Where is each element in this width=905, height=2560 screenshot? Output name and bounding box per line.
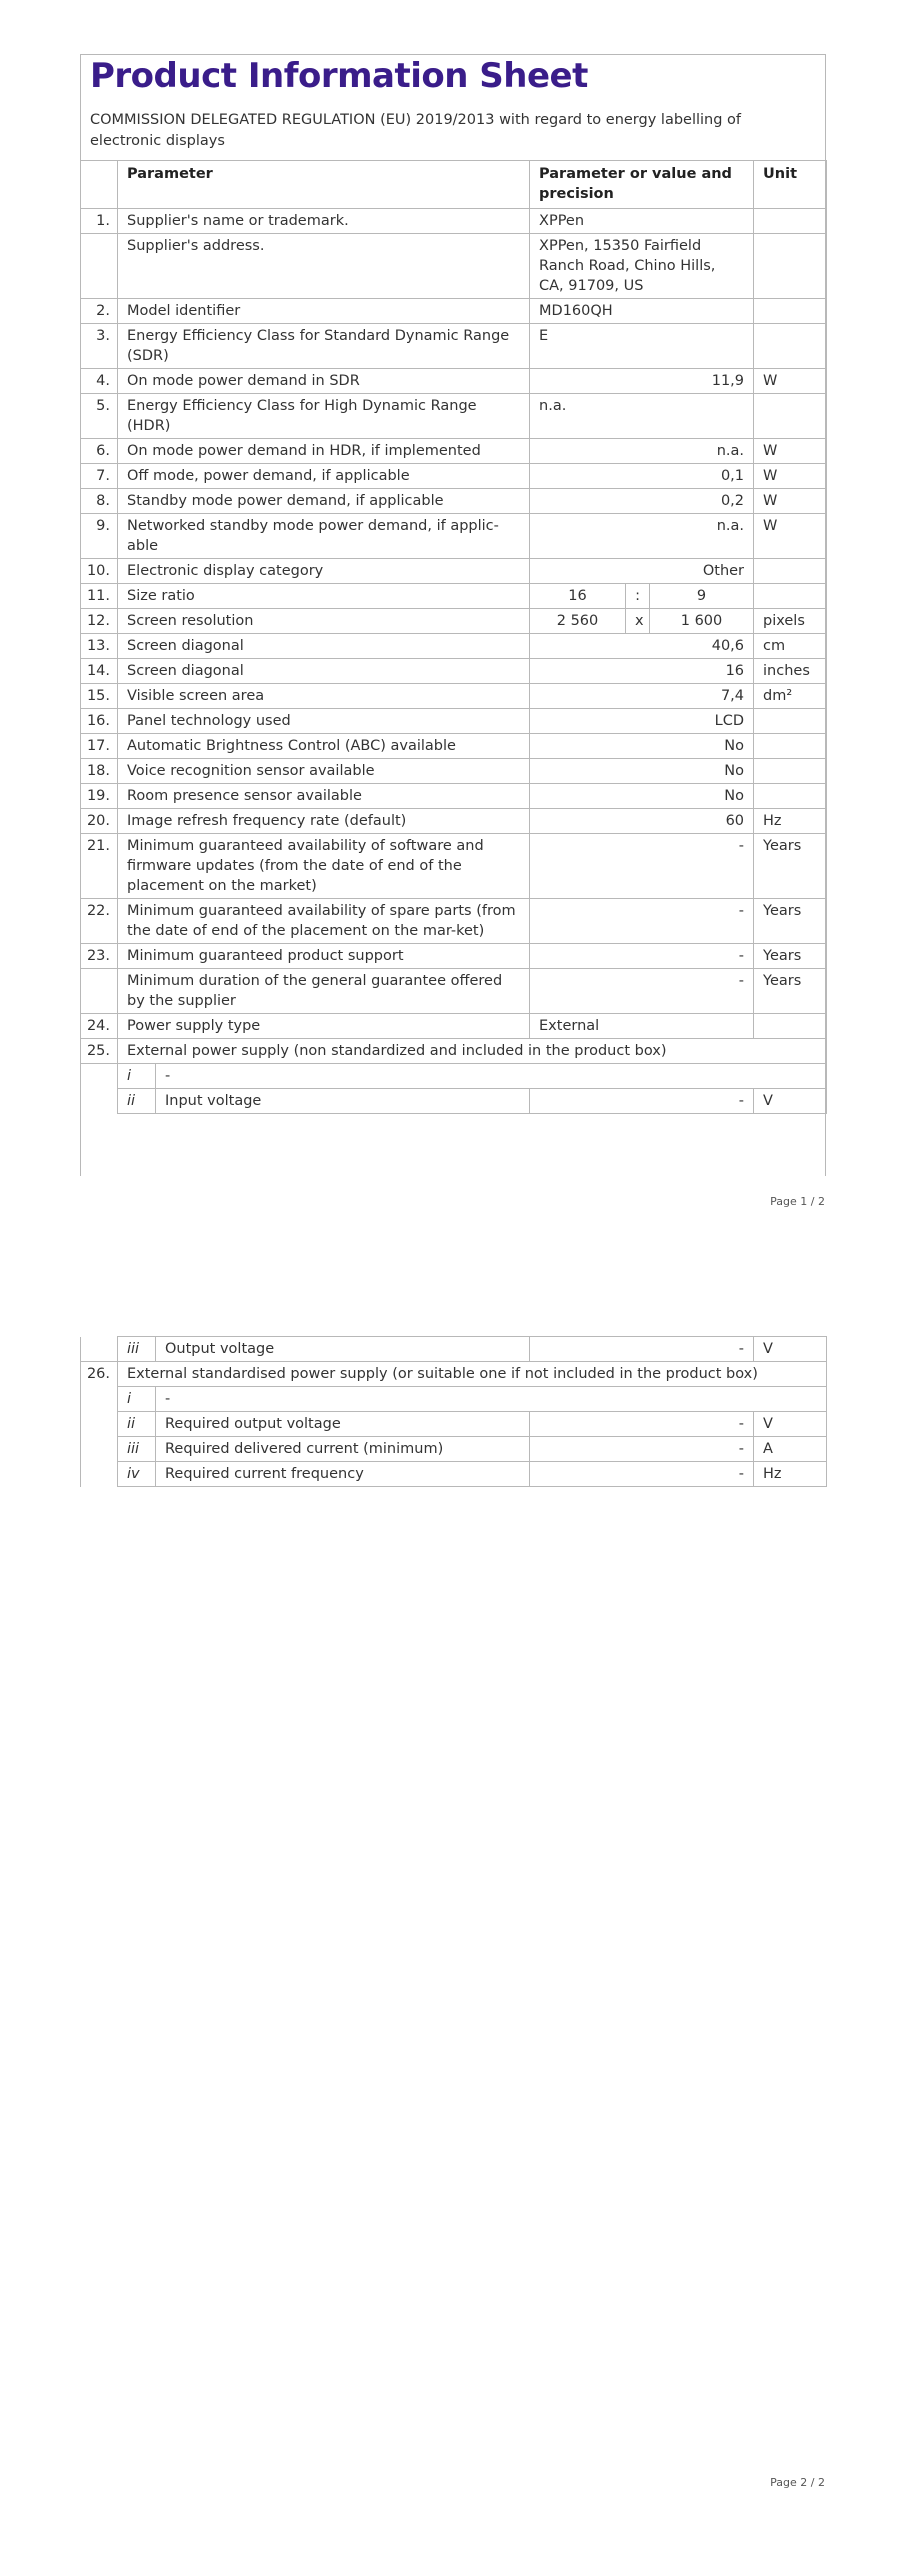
- sub-row-parameter: Input voltage: [156, 1089, 530, 1114]
- row-value: LCD: [530, 709, 754, 734]
- row-number: 23.: [81, 944, 118, 969]
- row-value: MD160QH: [530, 299, 754, 324]
- sub-row-roman: ii: [118, 1412, 156, 1437]
- row-number: 4.: [81, 369, 118, 394]
- row-parameter: Panel technology used: [118, 709, 530, 734]
- row-number: 8.: [81, 489, 118, 514]
- row-value-first: 2 560: [530, 609, 626, 634]
- row-value: XPPen: [530, 209, 754, 234]
- page-footer-1: Page 1 / 2: [770, 1195, 825, 1208]
- sub-row-value: -: [530, 1462, 754, 1487]
- row-parameter: Minimum guaranteed availability of spare parts (from the date of end of the placement on the mar-ket): [118, 899, 530, 944]
- sub-row-unit: Hz: [754, 1462, 827, 1487]
- row-parameter: Room presence sensor available: [118, 784, 530, 809]
- row-unit: [754, 784, 827, 809]
- row-parameter: Screen diagonal: [118, 634, 530, 659]
- sub-row-indent: [81, 1337, 118, 1362]
- row-parameter: Supplier's address.: [118, 234, 530, 299]
- sub-row: [81, 1412, 827, 1437]
- row-number: 26.: [81, 1362, 118, 1387]
- row-unit: [754, 1014, 827, 1039]
- sub-row: [81, 1064, 827, 1089]
- sub-row-unit: V: [754, 1089, 827, 1114]
- table-row: [81, 784, 827, 809]
- row-parameter: Electronic display category: [118, 559, 530, 584]
- row-unit: cm: [754, 634, 827, 659]
- row-unit: [754, 209, 827, 234]
- row-number: 20.: [81, 809, 118, 834]
- row-number: 14.: [81, 659, 118, 684]
- row-value: n.a.: [530, 439, 754, 464]
- row-unit: W: [754, 464, 827, 489]
- row-unit: dm²: [754, 684, 827, 709]
- table-row: [81, 969, 827, 1014]
- sub-row: [81, 1387, 827, 1412]
- row-number: 25.: [81, 1039, 118, 1064]
- row-parameter: Off mode, power demand, if applicable: [118, 464, 530, 489]
- sub-row-unit: V: [754, 1337, 827, 1362]
- row-unit: [754, 734, 827, 759]
- row-value: 7,4: [530, 684, 754, 709]
- row-unit: [754, 759, 827, 784]
- row-value: 16: [530, 659, 754, 684]
- row-parameter: Energy Efficiency Class for Standard Dynamic Range (SDR): [118, 324, 530, 369]
- row-value-first: 16: [530, 584, 626, 609]
- page-footer-2: Page 2 / 2: [770, 2476, 825, 2489]
- table-row: [81, 489, 827, 514]
- sub-row-indent: [81, 1089, 118, 1114]
- sub-row-roman: i: [118, 1387, 156, 1412]
- row-number: 19.: [81, 784, 118, 809]
- table-row: [81, 439, 827, 464]
- row-value: E: [530, 324, 754, 369]
- row-value: XPPen, 15350 Fairfield Ranch Road, Chino Hills, CA, 91709, US: [530, 234, 754, 299]
- row-value-separator: x: [626, 609, 650, 634]
- sub-row-parameter: Output voltage: [156, 1337, 530, 1362]
- table-row: [81, 684, 827, 709]
- row-number: 6.: [81, 439, 118, 464]
- row-number: 16.: [81, 709, 118, 734]
- row-number: 11.: [81, 584, 118, 609]
- row-value: External: [530, 1014, 754, 1039]
- row-value: -: [530, 969, 754, 1014]
- table-row: [81, 209, 827, 234]
- row-parameter: Networked standby mode power demand, if applic-able: [118, 514, 530, 559]
- row-unit: W: [754, 369, 827, 394]
- sub-row-value: -: [530, 1089, 754, 1114]
- row-value-second: 9: [650, 584, 754, 609]
- row-value-second: 1 600: [650, 609, 754, 634]
- row-parameter: Automatic Brightness Control (ABC) available: [118, 734, 530, 759]
- header-row: [81, 161, 827, 209]
- table-row: [81, 464, 827, 489]
- row-parameter: Minimum guaranteed product support: [118, 944, 530, 969]
- row-unit: [754, 324, 827, 369]
- row-number: 1.: [81, 209, 118, 234]
- row-unit: Years: [754, 969, 827, 1014]
- row-unit: Years: [754, 834, 827, 899]
- table-row: [81, 394, 827, 439]
- table-row: [81, 324, 827, 369]
- table-row: [81, 634, 827, 659]
- row-value: -: [530, 834, 754, 899]
- row-parameter: Voice recognition sensor available: [118, 759, 530, 784]
- row-value: Other: [530, 559, 754, 584]
- sub-row-value: -: [530, 1412, 754, 1437]
- sub-row-indent: [81, 1462, 118, 1487]
- table-row: [81, 659, 827, 684]
- table-row: [81, 514, 827, 559]
- sub-row-parameter: Required delivered current (minimum): [156, 1437, 530, 1462]
- header-unit: Unit: [754, 161, 827, 209]
- row-parameter: On mode power demand in SDR: [118, 369, 530, 394]
- header-num-cell: [81, 161, 118, 209]
- row-parameter: Power supply type: [118, 1014, 530, 1039]
- row-parameter: Minimum guaranteed availability of software and firmware updates (from the date of end of the placement on the market): [118, 834, 530, 899]
- sub-row-indent: [81, 1437, 118, 1462]
- row-parameter: Visible screen area: [118, 684, 530, 709]
- row-parameter: Screen diagonal: [118, 659, 530, 684]
- row-unit: pixels: [754, 609, 827, 634]
- row-unit: W: [754, 489, 827, 514]
- row-value: 0,1: [530, 464, 754, 489]
- row-value: No: [530, 734, 754, 759]
- row-value: No: [530, 759, 754, 784]
- sub-row: [81, 1337, 827, 1362]
- row-value: -: [530, 944, 754, 969]
- row-section-title: External standardised power supply (or suitable one if not included in the product box): [118, 1362, 827, 1387]
- product-info-table: [80, 160, 827, 1114]
- row-number: 15.: [81, 684, 118, 709]
- row-value: 11,9: [530, 369, 754, 394]
- row-parameter: Size ratio: [118, 584, 530, 609]
- table-row: [81, 234, 827, 299]
- row-value: 60: [530, 809, 754, 834]
- sub-row: [81, 1089, 827, 1114]
- table-row: [81, 809, 827, 834]
- row-number: [81, 969, 118, 1014]
- product-info-table-continued: [80, 1336, 827, 1487]
- row-parameter: Screen resolution: [118, 609, 530, 634]
- table-row: [81, 899, 827, 944]
- row-unit: W: [754, 439, 827, 464]
- sub-row-text: -: [156, 1387, 827, 1412]
- table-row: [81, 834, 827, 899]
- row-value: 0,2: [530, 489, 754, 514]
- row-number: 2.: [81, 299, 118, 324]
- table-row: [81, 1362, 827, 1387]
- row-number: 7.: [81, 464, 118, 489]
- row-unit: [754, 234, 827, 299]
- row-parameter: Minimum duration of the general guarantee offered by the supplier: [118, 969, 530, 1014]
- sub-row-unit: A: [754, 1437, 827, 1462]
- table-row: [81, 369, 827, 394]
- table-row: [81, 1014, 827, 1039]
- table-row: [81, 759, 827, 784]
- row-unit: [754, 299, 827, 324]
- row-value: n.a.: [530, 394, 754, 439]
- row-number: 21.: [81, 834, 118, 899]
- sub-row: [81, 1437, 827, 1462]
- header-parameter: Parameter: [118, 161, 530, 209]
- sub-row-parameter: Required current frequency: [156, 1462, 530, 1487]
- table-row: [81, 944, 827, 969]
- row-number: 13.: [81, 634, 118, 659]
- row-number: 10.: [81, 559, 118, 584]
- row-unit: Hz: [754, 809, 827, 834]
- row-unit: [754, 559, 827, 584]
- regulation-subtitle: COMMISSION DELEGATED REGULATION (EU) 2019/2013 with regard to energy labelling of electronic displays: [90, 112, 742, 149]
- row-value: -: [530, 899, 754, 944]
- row-unit: [754, 584, 827, 609]
- sub-row-roman: iii: [118, 1337, 156, 1362]
- row-section-title: External power supply (non standardized and included in the product box): [118, 1039, 827, 1064]
- row-number: 17.: [81, 734, 118, 759]
- page-title: Product Information Sheet: [90, 56, 588, 96]
- row-value: No: [530, 784, 754, 809]
- row-number: [81, 234, 118, 299]
- row-parameter: Supplier's name or trademark.: [118, 209, 530, 234]
- sub-row-roman: i: [118, 1064, 156, 1089]
- sub-row-indent: [81, 1412, 118, 1437]
- sub-row-indent: [81, 1064, 118, 1089]
- row-unit: Years: [754, 944, 827, 969]
- sub-row-text: -: [156, 1064, 827, 1089]
- row-unit: Years: [754, 899, 827, 944]
- row-parameter: Standby mode power demand, if applicable: [118, 489, 530, 514]
- sub-row-parameter: Required output voltage: [156, 1412, 530, 1437]
- row-number: 18.: [81, 759, 118, 784]
- sub-row-value: -: [530, 1437, 754, 1462]
- row-value: 40,6: [530, 634, 754, 659]
- sub-row-roman: ii: [118, 1089, 156, 1114]
- row-number: 12.: [81, 609, 118, 634]
- row-number: 3.: [81, 324, 118, 369]
- table-row: [81, 559, 827, 584]
- table-row: [81, 709, 827, 734]
- row-value-separator: :: [626, 584, 650, 609]
- row-unit: W: [754, 514, 827, 559]
- row-parameter: Energy Efficiency Class for High Dynamic Range (HDR): [118, 394, 530, 439]
- row-parameter: Model identifier: [118, 299, 530, 324]
- table-row: [81, 609, 827, 634]
- row-number: 22.: [81, 899, 118, 944]
- row-number: 5.: [81, 394, 118, 439]
- sub-row-value: -: [530, 1337, 754, 1362]
- row-unit: inches: [754, 659, 827, 684]
- table-row: [81, 734, 827, 759]
- row-parameter: Image refresh frequency rate (default): [118, 809, 530, 834]
- table-row: [81, 1039, 827, 1064]
- sub-row-roman: iii: [118, 1437, 156, 1462]
- sub-row-roman: iv: [118, 1462, 156, 1487]
- row-number: 24.: [81, 1014, 118, 1039]
- sub-row-indent: [81, 1387, 118, 1412]
- row-number: 9.: [81, 514, 118, 559]
- sub-row-unit: V: [754, 1412, 827, 1437]
- sub-row: [81, 1462, 827, 1487]
- row-value: n.a.: [530, 514, 754, 559]
- table-row: [81, 299, 827, 324]
- row-unit: [754, 709, 827, 734]
- header-value: Parameter or value and precision: [530, 161, 754, 209]
- row-parameter: On mode power demand in HDR, if implemented: [118, 439, 530, 464]
- table-row: [81, 584, 827, 609]
- row-unit: [754, 394, 827, 439]
